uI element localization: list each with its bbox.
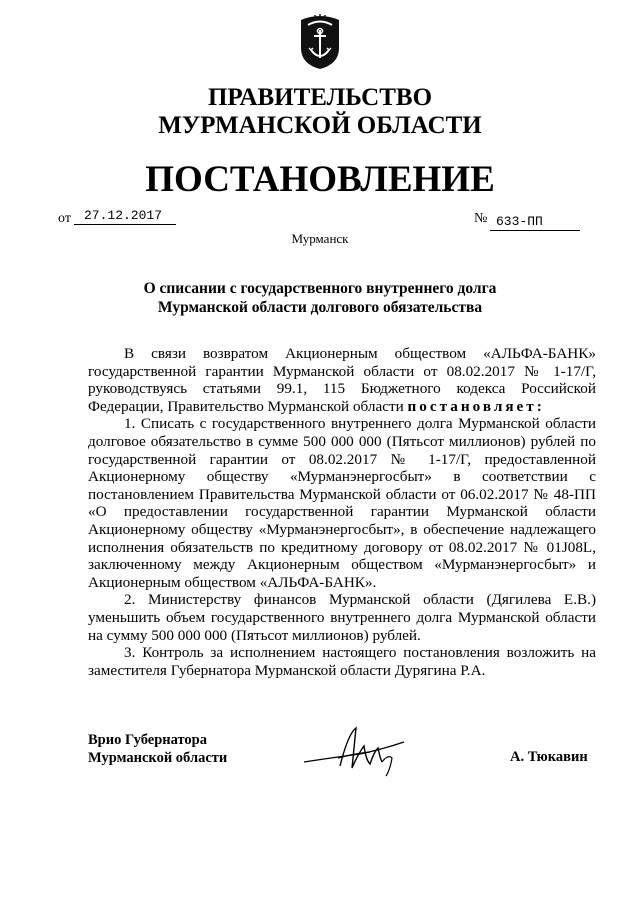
handwritten-signature xyxy=(300,724,410,779)
subject-line1: О списании с государственного внутреннего долга xyxy=(143,280,497,297)
signatory-name: А. Тюкавин xyxy=(510,749,588,765)
signatory-title-line2: Мурманской области xyxy=(88,750,228,766)
intro-text: В связи возвратом Акционерным обществом «АЛЬФА-БАНК» государственной гарантии Мурманской области от 08.02.2017 № 1-17/Г, руководствуясь статьями 99.1, 115 Бюджетного кодекса Российской Федерации, Правительство Мурманской области xyxy=(88,345,596,415)
subject-line2: Мурманской области долгового обязательства xyxy=(157,299,483,316)
city-name: Мурманск xyxy=(291,231,349,246)
organization-name-line2: МУРМАНСКОЙ ОБЛАСТИ xyxy=(158,112,482,139)
item-2-paragraph: 2. Министерству финансов Мурманской области (Дягилева Е.В.) уменьшить объем государственного внутреннего долга Мурманской области на сумму 500 000 000 (Пятьсот миллионов) рублей. xyxy=(88,591,596,644)
signatory-title xyxy=(88,731,227,767)
document-date: 27.12.2017 xyxy=(74,208,176,225)
document-body xyxy=(88,345,596,679)
item-1-paragraph: 1. Списать с государственного внутреннего долга Мурманской области долговое обязательство в сумме 500 000 000 (Пятьсот миллионов) рублей по государственной гарантии от 08.02.2017 № 1-17/Г, предоставленной Акционерному обществу «Мурманэнергосбыт» в соответствии с постановлением Правительства Мурманской области от 06.02.2017 № 48-ПП «О предоставлении государственной гарантии Мурманской области Акционерному обществу «Мурманэнергосбыт», в обеспечение надлежащего исполнения обязательств по кредитному договору от 08.02.2017 № 01J08L, заключенному между Акционерным обществом «Мурманэнергосбыт» и Акционерным обществом «АЛЬФА-БАНК». xyxy=(88,415,596,591)
document-type-title: ПОСТАНОВЛЕНИЕ xyxy=(145,159,495,200)
date-prefix: от xyxy=(58,211,71,226)
decree-word: постановляет: xyxy=(407,397,545,415)
document-number: 633-ПП xyxy=(490,214,580,231)
item-3-paragraph: 3. Контроль за исполнением настоящего постановления возложить на заместителя Губернатора Мурманской области Дурягина Р.А. xyxy=(88,644,596,679)
organization-name-line1: ПРАВИТЕЛЬСТВО xyxy=(207,84,433,111)
signatory-title-line1: Врио Губернатора xyxy=(88,732,207,748)
document-subject xyxy=(120,279,520,317)
coat-of-arms-emblem xyxy=(299,12,341,70)
intro-paragraph xyxy=(88,345,596,415)
number-prefix: № xyxy=(474,211,488,226)
